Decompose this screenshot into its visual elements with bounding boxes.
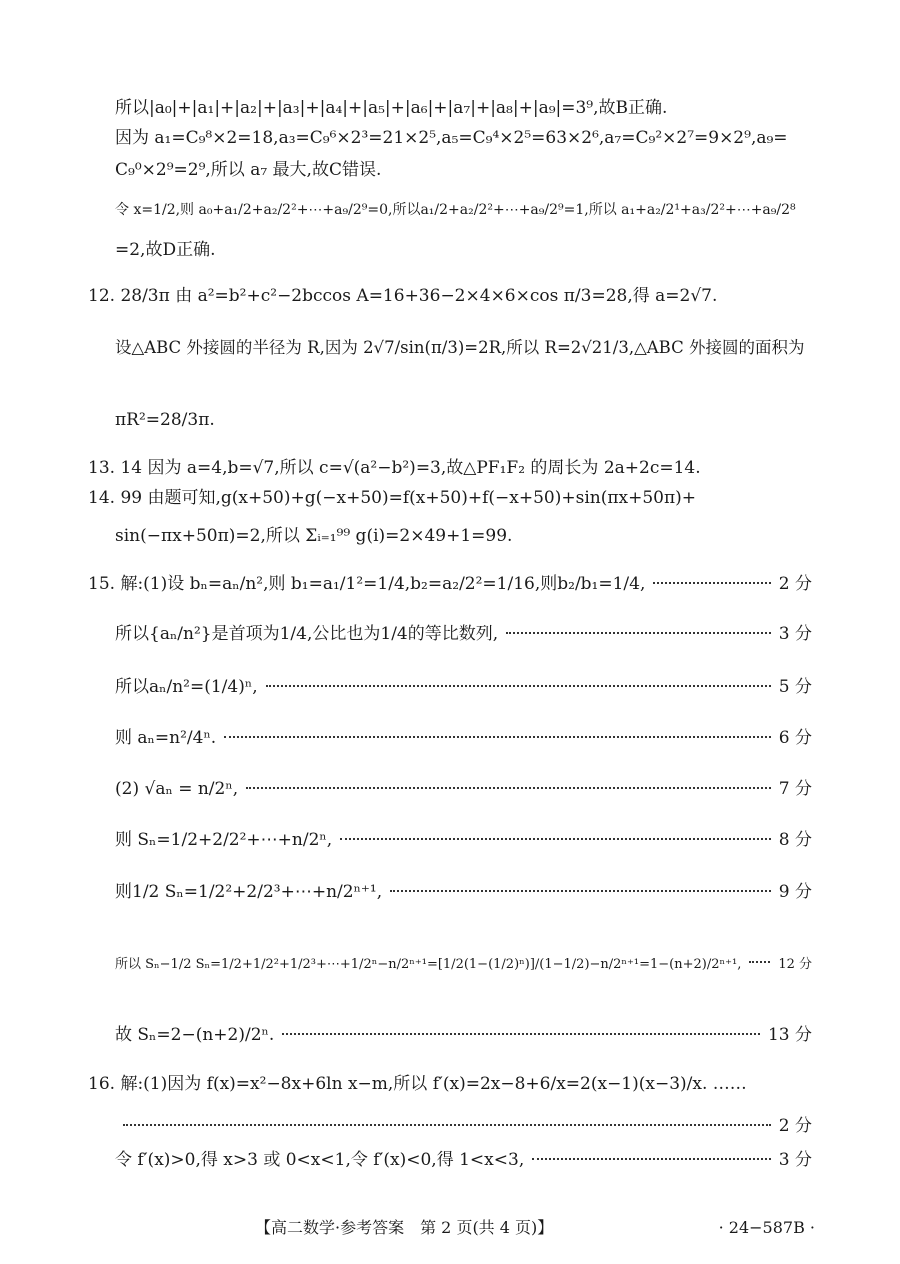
leader-dots	[340, 838, 771, 840]
step-text: 所以 Sₙ−1/2 Sₙ=1/2+1/2²+1/2³+⋯+1/2ⁿ−n/2ⁿ⁺¹=[1/2(1−(1/2)ⁿ)]/(1−1/2)−n/2ⁿ⁺¹=1−(n+2)/2ⁿ⁺¹,	[115, 957, 742, 972]
footer-title: 【高二数学·参考答案 第 2 页(共 4 页)】	[255, 1218, 554, 1237]
step-text: 故 Sₙ=2−(n+2)/2ⁿ.	[115, 1025, 275, 1045]
score: 5 分	[778, 677, 812, 697]
step-text: 则1/2 Sₙ=1/2²+2/2³+⋯+n/2ⁿ⁺¹,	[115, 882, 383, 902]
scored-line	[115, 828, 812, 852]
scored-line	[115, 675, 812, 699]
leader-dots	[749, 961, 770, 963]
scored-line	[115, 726, 812, 750]
text-line: 令 x=1/2,则 a₀+a₁/2+a₂/2²+⋯+a₉/2⁹=0,所以a₁/2+a₂/2²+⋯+a₉/2⁹=1,所以 a₁+a₂/2¹+a₃/2²+⋯+a₉/2⁸	[115, 202, 796, 218]
step-text: (2) √aₙ = n/2ⁿ,	[115, 779, 239, 799]
leader-dots	[224, 736, 771, 738]
step-text: 所以aₙ/n²=(1/4)ⁿ,	[115, 677, 258, 697]
text-line: 12. 28/3π 由 a²=b²+c²−2bccos A=16+36−2×4×6×cos π/3=28,得 a=2√7.	[88, 286, 718, 306]
text-line: πR²=28/3π.	[115, 410, 215, 430]
score: 6 分	[778, 728, 812, 748]
scored-line	[115, 622, 812, 646]
q16-line-1: 16. 解:(1)因为 f(x)=x²−8x+6ln x−m,所以 f′(x)=2x−8+6/x=2(x−1)(x−3)/x. ……	[88, 1074, 747, 1094]
scored-line	[115, 953, 812, 977]
step-text: 所以{aₙ/n²}是首项为1/4,公比也为1/4的等比数列,	[115, 624, 499, 644]
text-line: 所以|a₀|+|a₁|+|a₂|+|a₃|+|a₄|+|a₅|+|a₆|+|a₇|+|a₈|+|a₉|=3⁹,故B正确.	[115, 98, 668, 118]
leader-dots	[123, 1124, 771, 1126]
q16-line-2	[115, 1114, 812, 1138]
text-line: C₉⁰×2⁹=2⁹,所以 a₇ 最大,故C错误.	[115, 160, 382, 180]
scored-line	[115, 777, 812, 801]
step-text: 15. 解:(1)设 bₙ=aₙ/n²,则 b₁=a₁/1²=1/4,b₂=a₂/2²=1/16,则b₂/b₁=1/4,	[88, 574, 646, 594]
leader-dots	[532, 1158, 771, 1160]
score: 2 分	[778, 574, 812, 594]
q16-line-3	[115, 1148, 812, 1172]
footer-code: · 24−587B ·	[718, 1218, 815, 1237]
score: 8 分	[778, 830, 812, 850]
q16-line-3-text: 令 f′(x)>0,得 x>3 或 0<x<1,令 f′(x)<0,得 1<x<3,	[115, 1150, 525, 1170]
leader-dots	[653, 582, 770, 584]
text-line: sin(−πx+50π)=2,所以 Σᵢ₌₁⁹⁹ g(i)=2×49+1=99.	[115, 526, 513, 546]
score: 7 分	[778, 779, 812, 799]
leader-dots	[282, 1033, 760, 1035]
score: 9 分	[778, 882, 812, 902]
score: 3 分	[778, 1150, 812, 1170]
scored-line	[115, 1023, 812, 1047]
score: 13 分	[767, 1025, 812, 1045]
text-line: 14. 99 由题可知,g(x+50)+g(−x+50)=f(x+50)+f(−x+50)+sin(πx+50π)+	[88, 488, 697, 508]
scored-line	[115, 880, 812, 904]
score: 2 分	[778, 1116, 812, 1136]
score: 12 分	[778, 957, 812, 972]
leader-dots	[506, 632, 771, 634]
step-text: 则 aₙ=n²/4ⁿ.	[115, 728, 217, 748]
text-line: 设△ABC 外接圆的半径为 R,因为 2√7/sin(π/3)=2R,所以 R=2√21/3,△ABC 外接圆的面积为	[115, 338, 805, 357]
scored-line	[88, 572, 812, 596]
step-text: 则 Sₙ=1/2+2/2²+⋯+n/2ⁿ,	[115, 830, 333, 850]
text-line: =2,故D正确.	[115, 240, 216, 260]
leader-dots	[246, 787, 771, 789]
text-line: 13. 14 因为 a=4,b=√7,所以 c=√(a²−b²)=3,故△PF₁F₂ 的周长为 2a+2c=14.	[88, 458, 701, 478]
score: 3 分	[778, 624, 812, 644]
leader-dots	[266, 685, 771, 687]
leader-dots	[390, 890, 771, 892]
text-line: 因为 a₁=C₉⁸×2=18,a₃=C₉⁶×2³=21×2⁵,a₅=C₉⁴×2⁵=63×2⁶,a₇=C₉²×2⁷=9×2⁹,a₉=	[115, 128, 788, 148]
